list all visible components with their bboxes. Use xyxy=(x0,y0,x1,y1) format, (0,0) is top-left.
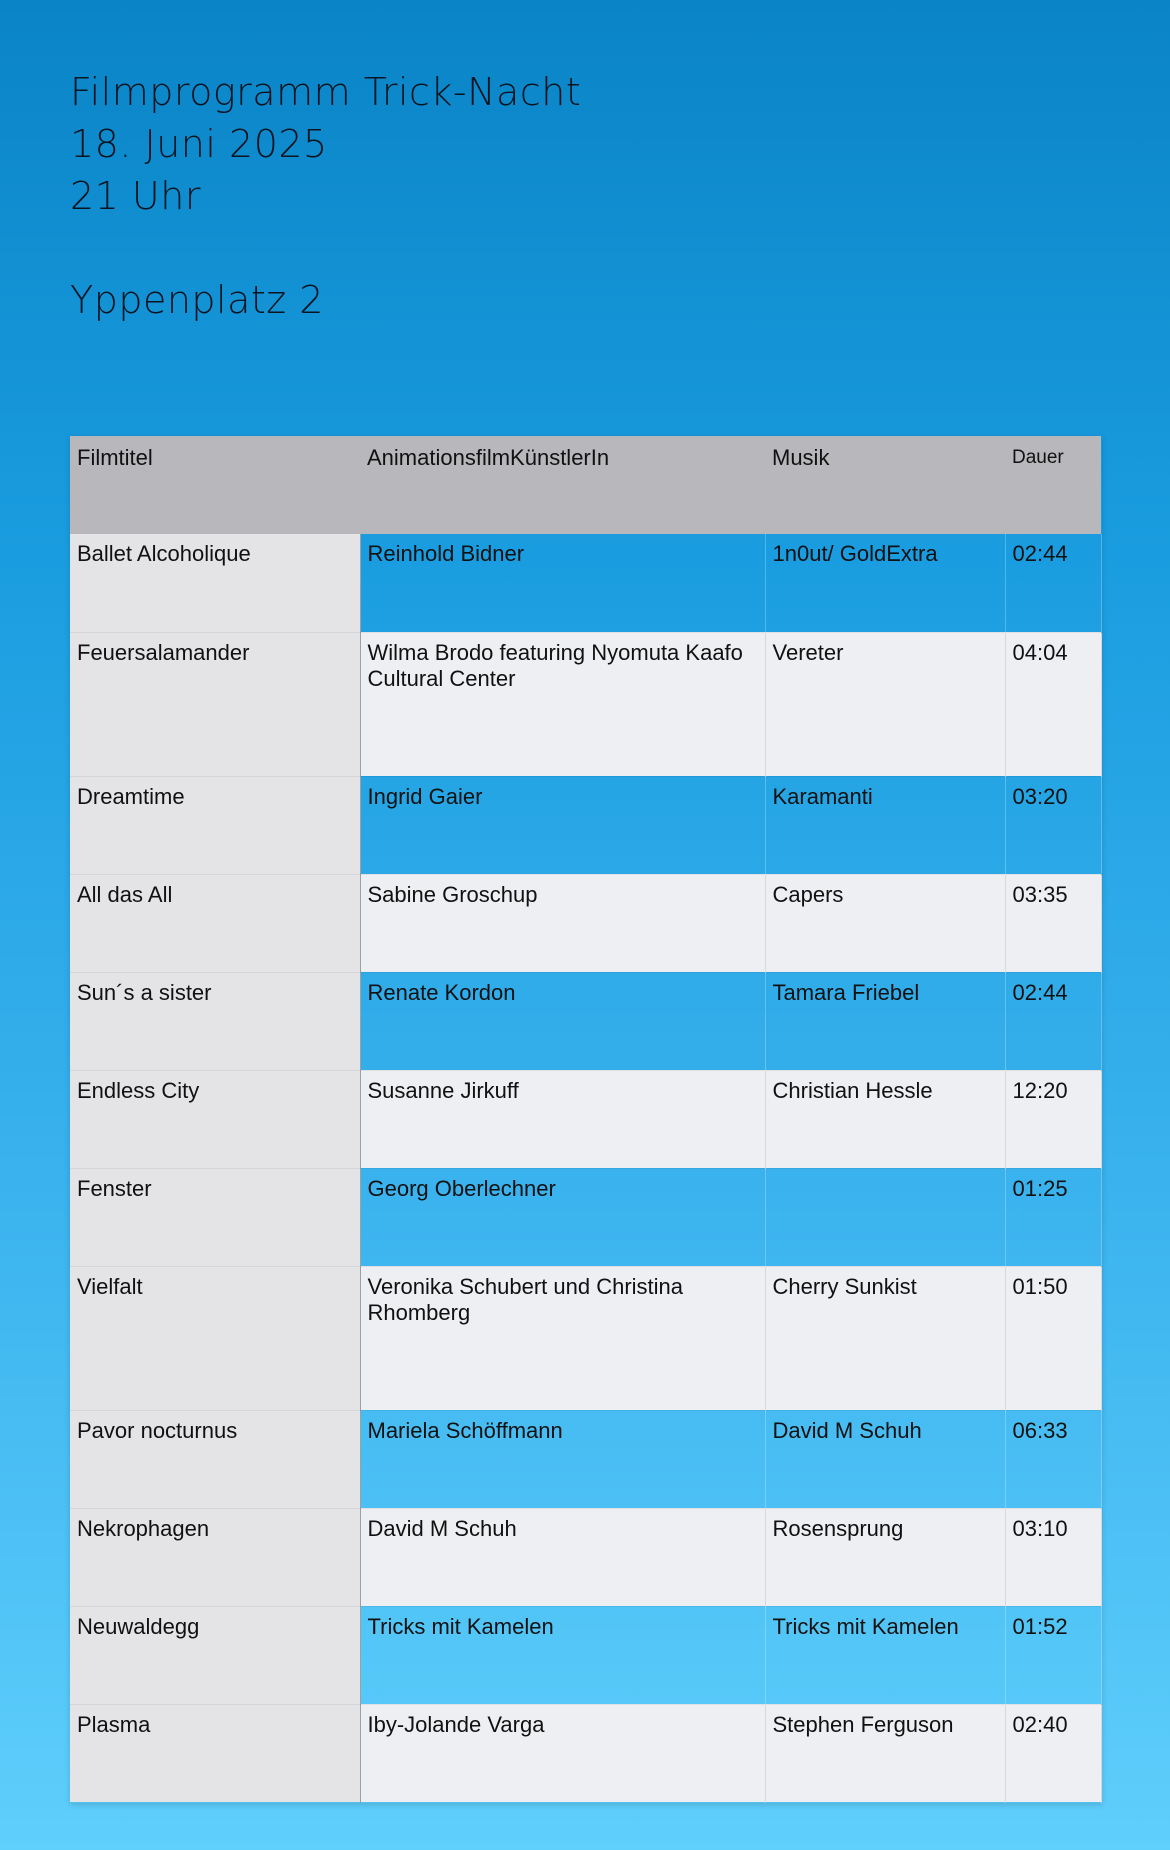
program-venue: Yppenplatz 2 xyxy=(70,278,324,322)
table-row xyxy=(70,1606,1101,1704)
film-title-cell: Fenster xyxy=(70,1168,360,1266)
column-header-dauer: Dauer xyxy=(1012,447,1064,468)
film-title-cell: Ballet Alcoholique xyxy=(70,534,360,632)
film-title-cell: Sun´s a sister xyxy=(70,972,360,1070)
column-header-musik: Musik xyxy=(772,445,830,470)
duration-cell: 01:50 xyxy=(1005,1266,1101,1410)
table-row xyxy=(70,1704,1101,1802)
music-cell: 1n0ut/ GoldExtra xyxy=(765,534,1005,632)
table-row xyxy=(70,632,1101,776)
duration-cell: 04:04 xyxy=(1005,632,1101,776)
music-cell: Capers xyxy=(765,874,1005,972)
duration-cell: 02:44 xyxy=(1005,972,1101,1070)
column-header-filmtitel: Filmtitel xyxy=(77,445,153,470)
table-header-row xyxy=(70,436,1101,534)
duration-cell: 01:25 xyxy=(1005,1168,1101,1266)
artist-cell: Iby-Jolande Varga xyxy=(360,1704,765,1802)
program-time: 21 Uhr xyxy=(70,174,201,218)
table-row xyxy=(70,874,1101,972)
duration-cell: 03:10 xyxy=(1005,1508,1101,1606)
duration-cell: 02:44 xyxy=(1005,534,1101,632)
table-row xyxy=(70,1070,1101,1168)
film-title-cell: Dreamtime xyxy=(70,776,360,874)
film-title-cell: All das All xyxy=(70,874,360,972)
artist-cell: Sabine Groschup xyxy=(360,874,765,972)
artist-cell: Renate Kordon xyxy=(360,972,765,1070)
film-title-cell: Neuwaldegg xyxy=(70,1606,360,1704)
artist-cell: Mariela Schöffmann xyxy=(360,1410,765,1508)
duration-cell: 02:40 xyxy=(1005,1704,1101,1802)
music-cell: Cherry Sunkist xyxy=(765,1266,1005,1410)
artist-cell: David M Schuh xyxy=(360,1508,765,1606)
table-row xyxy=(70,1168,1101,1266)
duration-cell: 12:20 xyxy=(1005,1070,1101,1168)
duration-cell: 01:52 xyxy=(1005,1606,1101,1704)
artist-cell: Veronika Schubert und Christina Rhomberg xyxy=(360,1266,765,1410)
film-title-cell: Nekrophagen xyxy=(70,1508,360,1606)
film-title-cell: Vielfalt xyxy=(70,1266,360,1410)
artist-cell: Georg Oberlechner xyxy=(360,1168,765,1266)
program-title: Filmprogramm Trick-Nacht xyxy=(70,70,582,114)
music-cell: Tamara Friebel xyxy=(765,972,1005,1070)
music-cell: Christian Hessle xyxy=(765,1070,1005,1168)
artist-cell: Wilma Brodo featuring Nyomuta Kaafo Cultural Center xyxy=(360,632,765,776)
artist-cell: Tricks mit Kamelen xyxy=(360,1606,765,1704)
table-row xyxy=(70,1266,1101,1410)
artist-cell: Susanne Jirkuff xyxy=(360,1070,765,1168)
duration-cell: 03:35 xyxy=(1005,874,1101,972)
film-title-cell: Plasma xyxy=(70,1704,360,1802)
music-cell: Tricks mit Kamelen xyxy=(765,1606,1005,1704)
program-date: 18. Juni 2025 xyxy=(70,122,328,166)
program-header xyxy=(70,66,581,326)
table-row xyxy=(70,534,1101,632)
music-cell: David M Schuh xyxy=(765,1410,1005,1508)
artist-cell: Reinhold Bidner xyxy=(360,534,765,632)
music-cell: Rosensprung xyxy=(765,1508,1005,1606)
column-header-artist: AnimationsfilmKünstlerIn xyxy=(367,445,610,470)
duration-cell: 06:33 xyxy=(1005,1410,1101,1508)
film-title-cell: Endless City xyxy=(70,1070,360,1168)
music-cell: Karamanti xyxy=(765,776,1005,874)
music-cell: Stephen Ferguson xyxy=(765,1704,1005,1802)
table-row xyxy=(70,1410,1101,1508)
table-row xyxy=(70,776,1101,874)
film-title-cell: Feuersalamander xyxy=(70,632,360,776)
film-program-table xyxy=(70,436,1102,1803)
music-cell xyxy=(765,1168,1005,1266)
film-title-cell: Pavor nocturnus xyxy=(70,1410,360,1508)
table-row xyxy=(70,972,1101,1070)
table-row xyxy=(70,1508,1101,1606)
music-cell: Vereter xyxy=(765,632,1005,776)
duration-cell: 03:20 xyxy=(1005,776,1101,874)
artist-cell: Ingrid Gaier xyxy=(360,776,765,874)
